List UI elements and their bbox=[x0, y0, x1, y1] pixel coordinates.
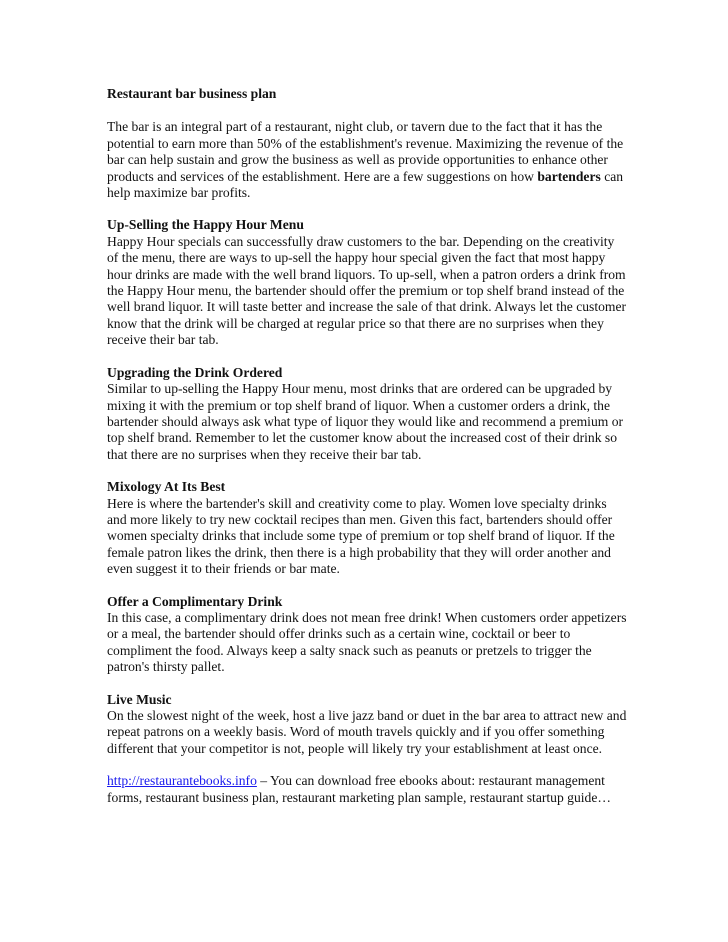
footer-text: – You can download free ebooks about: restaurant management forms, restaurant business plan, restaurant marketing plan sample, restaurant startup guide… bbox=[107, 773, 611, 805]
document-title: Restaurant bar business plan bbox=[107, 86, 277, 101]
document-page bbox=[107, 86, 627, 822]
section-live-music bbox=[107, 692, 627, 758]
ebooks-link[interactable]: http://restaurantebooks.info bbox=[107, 773, 257, 789]
section-complimentary-drink bbox=[107, 594, 627, 676]
section-upgrading bbox=[107, 365, 627, 463]
section-heading: Live Music bbox=[107, 691, 172, 707]
section-heading: Offer a Complimentary Drink bbox=[107, 593, 283, 609]
section-heading: Upgrading the Drink Ordered bbox=[107, 364, 283, 380]
section-body: In this case, a complimentary drink does not mean free drink! When customers order appetizers or a meal, the bartender should offer drinks such as a certain wine, cocktail or beer to compliment the food. Always keep a salty snack such as peanuts or pretzels to trigger the patron's thirsty pallet. bbox=[107, 609, 627, 675]
section-up-selling bbox=[107, 217, 627, 348]
bartenders-bold-text: bartenders bbox=[537, 168, 601, 184]
section-heading: Mixology At Its Best bbox=[107, 479, 226, 495]
section-mixology bbox=[107, 479, 627, 577]
footer-paragraph bbox=[107, 773, 627, 806]
section-body: Here is where the bartender's skill and creativity come to play. Women love specialty drinks and more likely to try new cocktail recipes than men. Given this fact, bartenders should offer women specialty drinks that include some type of premium or top shelf brand of liquor. If the female patron likes the drink, then there is a high probability that they will order another and even suggest it to their friends or bar mate. bbox=[107, 495, 615, 577]
section-heading: Up-Selling the Happy Hour Menu bbox=[107, 217, 304, 233]
intro-text-start: The bar is an integral part of a restaurant, night club, or tavern due to the fact that it has the potential to earn more than 50% of the establishment's revenue. Maximizing the revenue of the bar can help sustain and grow the business as well as provide opportunities to enhance other products and services of the establishment. Here are a few suggestions on how bbox=[107, 119, 624, 184]
section-body: On the slowest night of the week, host a live jazz band or duet in the bar area to attract new and repeat patrons on a weekly basis. Word of mouth travels quickly and if you offer something different that your competitor is not, people will likely try your establishment at least once. bbox=[107, 708, 627, 756]
section-body: Similar to up-selling the Happy Hour menu, most drinks that are ordered can be upgraded by mixing it with the premium or top shelf brand of liquor. When a customer orders a drink, the bartender should always ask what type of liquor they would like and recommend a premium or top shelf brand. Remember to let the customer know about the increased cost of their drink so that there are no surprises when they receive their bar tab. bbox=[107, 381, 624, 462]
section-body: Happy Hour specials can successfully draw customers to the bar. Depending on the creativity of the menu, there are ways to up-sell the happy hour special given the fact that most happy hour drinks are made with the well brand liquors. To up-sell, when a patron orders a drink from the Happy Hour menu, the bartender should offer the premium or top shelf brand instead of the well brand liquor. It will taste better and increase the sale of that drink. Always let the customer know that the drink will be charged at regular price so that there are no surprises when they receive their bar tab. bbox=[107, 233, 627, 348]
intro-text-end: can help maximize bar profits. bbox=[107, 168, 624, 201]
intro-paragraph bbox=[107, 119, 627, 201]
